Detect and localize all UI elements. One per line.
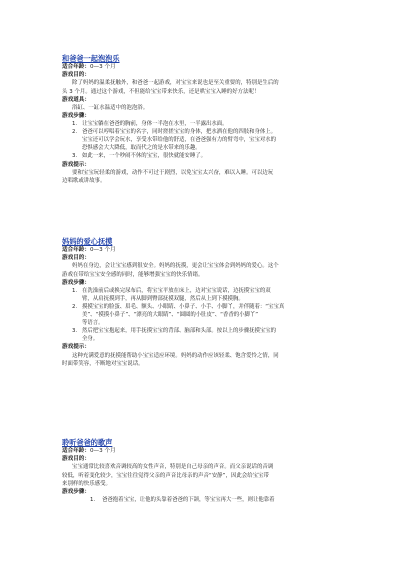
purpose-line: 游戏在带给宝宝安全感的同时，能够增强宝宝的快乐情绪。 (62, 271, 204, 278)
steps-list (62, 287, 362, 344)
step-text: 等语言。 (82, 320, 104, 327)
step-text: 爸爸抱着宝宝，让他的头靠着爸爸的下颌，等宝宝再大一些，则让他靠着 (102, 496, 275, 503)
step-item (62, 128, 362, 136)
step-item (62, 311, 362, 319)
age-value: 0—3 个月 (89, 247, 116, 253)
age-label: 适合年龄： (62, 247, 90, 253)
age-value: 0—3 个月 (89, 448, 116, 454)
step-item (62, 295, 362, 303)
step-text: 臂，从肩抚摸到手，再从脚到臀部抚摸双腿，然后从上到下摸摸胸。 (82, 295, 244, 302)
steps-label: 游戏步骤： (62, 488, 90, 495)
props-value: 浴缸、一缸水温适中的泡泡浴。 (72, 104, 149, 111)
tips-line: 时面带笑容，不断地对宝宝说话。 (62, 360, 144, 367)
step-item (62, 319, 362, 327)
step-item (62, 144, 362, 152)
age-row (62, 246, 362, 254)
purpose-label: 游戏目的： (62, 456, 90, 463)
step-text: 恐惧感会大大降低，取而代之的是水带来的乐趣。 (82, 145, 201, 152)
purpose-line: 来别样的快乐感受。 (62, 480, 111, 487)
step-item (62, 152, 362, 160)
step-number: 1. (72, 121, 78, 128)
purpose-line: 头 3 个月。通过这个游戏，不但能给宝宝带来快乐，还是哄宝宝入睡的好方法呢！ (62, 88, 260, 95)
section-title[interactable]: 聆听爸爸的歌声 (62, 438, 113, 447)
step-text: 让宝宝躺在爸爸的胸前，身体一半泡在水里，一半露出水面。 (82, 121, 228, 128)
age-value: 0—3 个月 (89, 64, 116, 70)
step-item (62, 287, 362, 295)
step-text: 全身。 (82, 336, 99, 343)
age-label: 适合年龄： (62, 64, 90, 70)
step-item (62, 136, 362, 144)
tips-label: 游戏提示： (62, 161, 90, 168)
step-text: 在洗澡前后或换完尿布后，将宝宝平放在床上，边对宝宝说话，边抚摸宝宝的双 (82, 287, 271, 294)
step-text: 美”、“摸摸小鼻子”、“漂亮的大眼睛”、“圆圆的小肚皮”、“香香的小脚丫” (82, 312, 259, 319)
section-loving-touch (62, 237, 362, 368)
step-number: 1. (72, 287, 78, 294)
step-item (62, 335, 362, 343)
step-number: 2. (72, 129, 78, 136)
props-label: 游戏道具： (62, 96, 90, 103)
tips-label: 游戏提示： (62, 344, 90, 351)
age-row (62, 447, 362, 455)
step-number: 2. (72, 303, 78, 310)
step-text: 如此一来，一个吵闹不休的宝宝，很快就能安睡了。 (82, 153, 206, 160)
purpose-label: 游戏目的： (62, 255, 90, 262)
step-item (62, 120, 362, 128)
step-number: 3. (72, 328, 78, 335)
section-dads-song (62, 438, 362, 504)
steps-label: 游戏步骤： (62, 112, 90, 119)
tips-line: 这种充满爱意的抚摸能帮助小宝宝适应环境。妈妈的动作应该轻柔、饱含爱怜之情，同 (72, 352, 279, 359)
step-text: 爸爸可以哼唱着宝宝的名字，同时搓搓宝宝的身体，把水洒在他的四肢和身体上。 (82, 129, 277, 136)
step-text: 然后把宝宝抱起来，用手抚摸宝宝的背部、脑部和头部。按以上的步骤抚摸宝宝的 (82, 328, 277, 335)
steps-list (62, 120, 362, 160)
tips-line: 要和宝宝玩轻柔的游戏，动作不可过于剧烈，以免宝宝太兴奋，难以入睡。可以边玩 (72, 169, 274, 176)
step-item (62, 496, 362, 504)
purpose-line: 较低，听着变化较少，宝宝往往觉得父亲的声音比母亲的声音“安静”，因此会给宝宝带 (62, 472, 269, 479)
section-bubble-bath (62, 54, 362, 185)
section-title[interactable]: 妈妈的爱心抚摸 (62, 237, 113, 246)
step-text: 宝宝还可以学会玩水，享受水带给他的舒适，在爸爸强有力的臂弯中，宝宝对水的 (82, 137, 277, 144)
purpose-line: 宝宝通常比较喜欢音调较高的女性声音，特别是自己母亲的声音。而父亲说话的音调 (72, 464, 274, 471)
step-text: 摸摸宝宝的脸蛋、眉毛、额头、小眼睛、小鼻子、小手、小脚丫，并伴随着：“宝宝真 (82, 303, 285, 310)
tips-line: 边唱歌或讲故事。 (62, 177, 106, 184)
purpose-line: 除了妈妈的温柔抚触外，和爸爸一起游戏，对宝宝来说也是至关重要的，特别是生后的 (72, 80, 279, 87)
step-number: 3. (72, 153, 78, 160)
age-label: 适合年龄： (62, 448, 90, 454)
step-number: 1. (90, 496, 96, 503)
purpose-label: 游戏目的： (62, 72, 90, 79)
age-row (62, 63, 362, 71)
steps-list (62, 496, 362, 504)
section-title[interactable]: 和爸爸一起泡泡乐 (62, 54, 120, 63)
steps-label: 游戏步骤： (62, 279, 90, 286)
purpose-line: 妈妈在身边，会让宝宝感到很安全。妈妈的抚摸，更会让宝宝体会到妈妈的爱心。这个 (72, 263, 279, 270)
step-item (62, 327, 362, 335)
step-item (62, 303, 362, 311)
